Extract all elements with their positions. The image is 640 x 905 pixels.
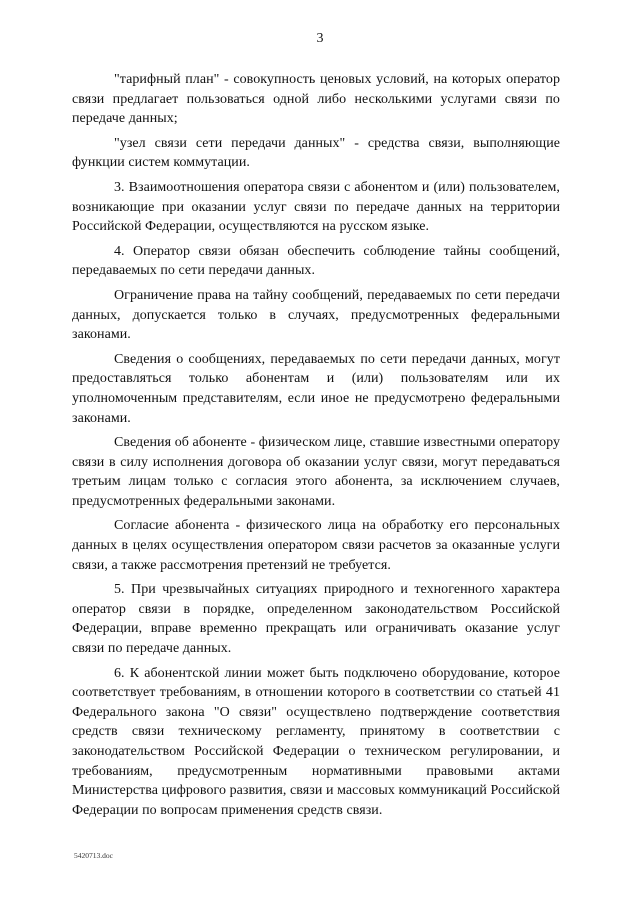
page-number: 3 <box>316 31 324 46</box>
paragraph-tariff-plan: "тарифный план" - совокупность ценовых условий, на которых оператор связи предлагает пользоваться одной либо несколькими услугами связи по передаче данных; <box>72 72 560 127</box>
paragraph-subscriber-info: Сведения об абоненте - физическом лице, ставшие известными оператору связи в силу исполнения договора об оказании услуг связи, могут передаваться третьим лицам только с согласия этого абонента, за исключением случаев, предусмотренных федеральными законами. <box>72 435 560 509</box>
document-body <box>72 70 560 825</box>
paragraph-message-info: Сведения о сообщениях, передаваемых по сети передачи данных, могут предоставляться только абонентам и (или) пользователям или их уполномоченным представителям, если иное не предусмотрено федеральными законами. <box>72 351 560 426</box>
paragraph-consent: Согласие абонента - физического лица на обработку его персональных данных в целях осуществления оператором связи расчетов за оказанные услуги связи, а также рассмотрения претензий не требуется. <box>72 518 560 573</box>
paragraph-secrecy-limits: Ограничение права на тайну сообщений, передаваемых по сети передачи данных, допускается только в случаях, предусмотренных федеральными законами. <box>72 287 560 343</box>
paragraph-section-3: 3. Взаимоотношения оператора связи с абонентом и (или) пользователем, возникающие при оказании услуг связи по передаче данных на территории Российской Федерации, осуществляются на русском языке. <box>72 179 560 235</box>
file-reference: 5420713.doc <box>74 851 113 860</box>
paragraph-data-node: "узел связи сети передачи данных" - средства связи, выполняющие функции систем коммутации. <box>72 135 560 171</box>
paragraph-section-5: 5. При чрезвычайных ситуациях природного и техногенного характера оператор связи в порядке, определенном законодательством Российской Федерации, вправе временно прекращать или ограничивать оказание услуг связи по передаче данных. <box>72 582 560 657</box>
paragraph-section-6: 6. К абонентской линии может быть подключено оборудование, которое соответствует требованиям, в отношении которого в соответствии со статьей 41 Федерального закона "О связи" осуществлено подтверждение соответствия средств связи техническому регламенту, принятому в соответствии с законодательством Российской Федерации о техническом регулировании, и требованиям, предусмотренным нормативными правовыми актами Министерства цифрового развития, связи и массовых коммуникаций Российской Федерации по вопросам применения средств связи. <box>72 665 560 818</box>
paragraph-section-4: 4. Оператор связи обязан обеспечить соблюдение тайны сообщений, передаваемых по сети передачи данных. <box>72 243 560 279</box>
